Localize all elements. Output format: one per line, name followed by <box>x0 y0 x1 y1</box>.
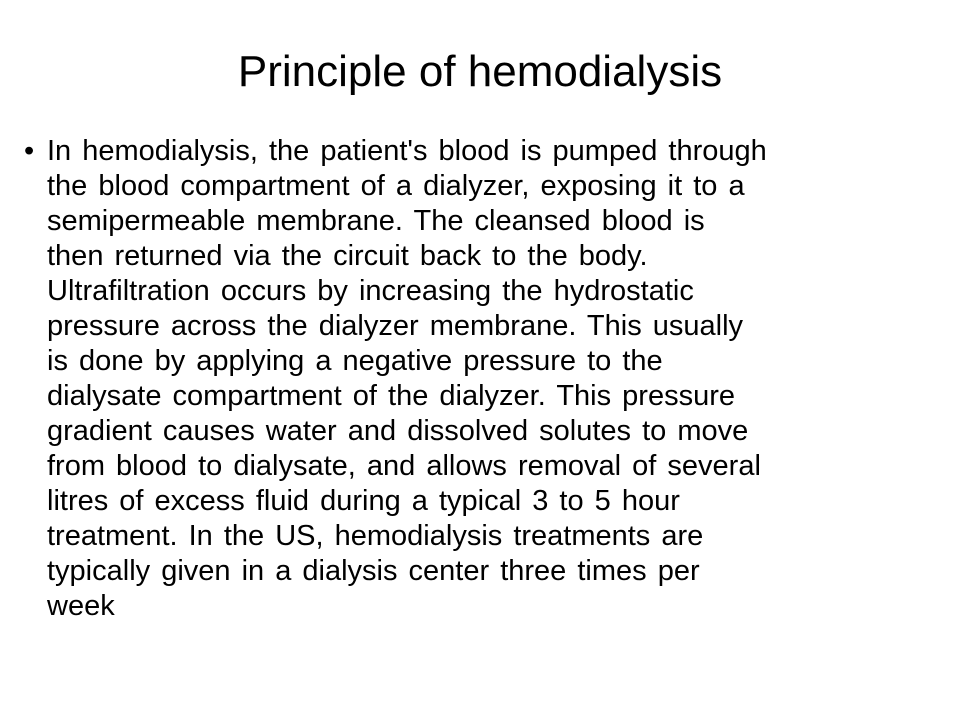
bullet-text-line: typically given in a dialysis center three times per <box>47 555 700 587</box>
bullet-text-line: litres of excess fluid during a typical 3 to 5 hour <box>47 485 680 517</box>
bullet-text-line: semipermeable membrane. The cleansed blood is <box>47 205 705 237</box>
bullet-item <box>24 134 954 624</box>
bullet-text-line: from blood to dialysate, and allows removal of several <box>47 450 761 482</box>
bullet-text-line: In hemodialysis, the patient's blood is pumped through <box>47 135 767 167</box>
bullet-text-line: pressure across the dialyzer membrane. This usually <box>47 310 744 342</box>
bullet-text-line: treatment. In the US, hemodialysis treatments are <box>47 520 704 552</box>
bullet-text-line: gradient causes water and dissolved solutes to move <box>47 415 749 447</box>
bullet-dot-icon: • <box>24 135 35 167</box>
bullet-list <box>24 134 954 624</box>
bullet-text-line: week <box>47 590 115 622</box>
bullet-text-line: Ultrafiltration occurs by increasing the hydrostatic <box>47 275 694 307</box>
bullet-text-line: then returned via the circuit back to the body. <box>47 240 648 272</box>
bullet-text-line: is done by applying a negative pressure to the <box>47 345 663 377</box>
slide-title: Principle of hemodialysis <box>237 47 723 96</box>
bullet-text-line: the blood compartment of a dialyzer, exposing it to a <box>47 170 745 202</box>
bullet-text-line: dialysate compartment of the dialyzer. This pressure <box>47 380 736 412</box>
